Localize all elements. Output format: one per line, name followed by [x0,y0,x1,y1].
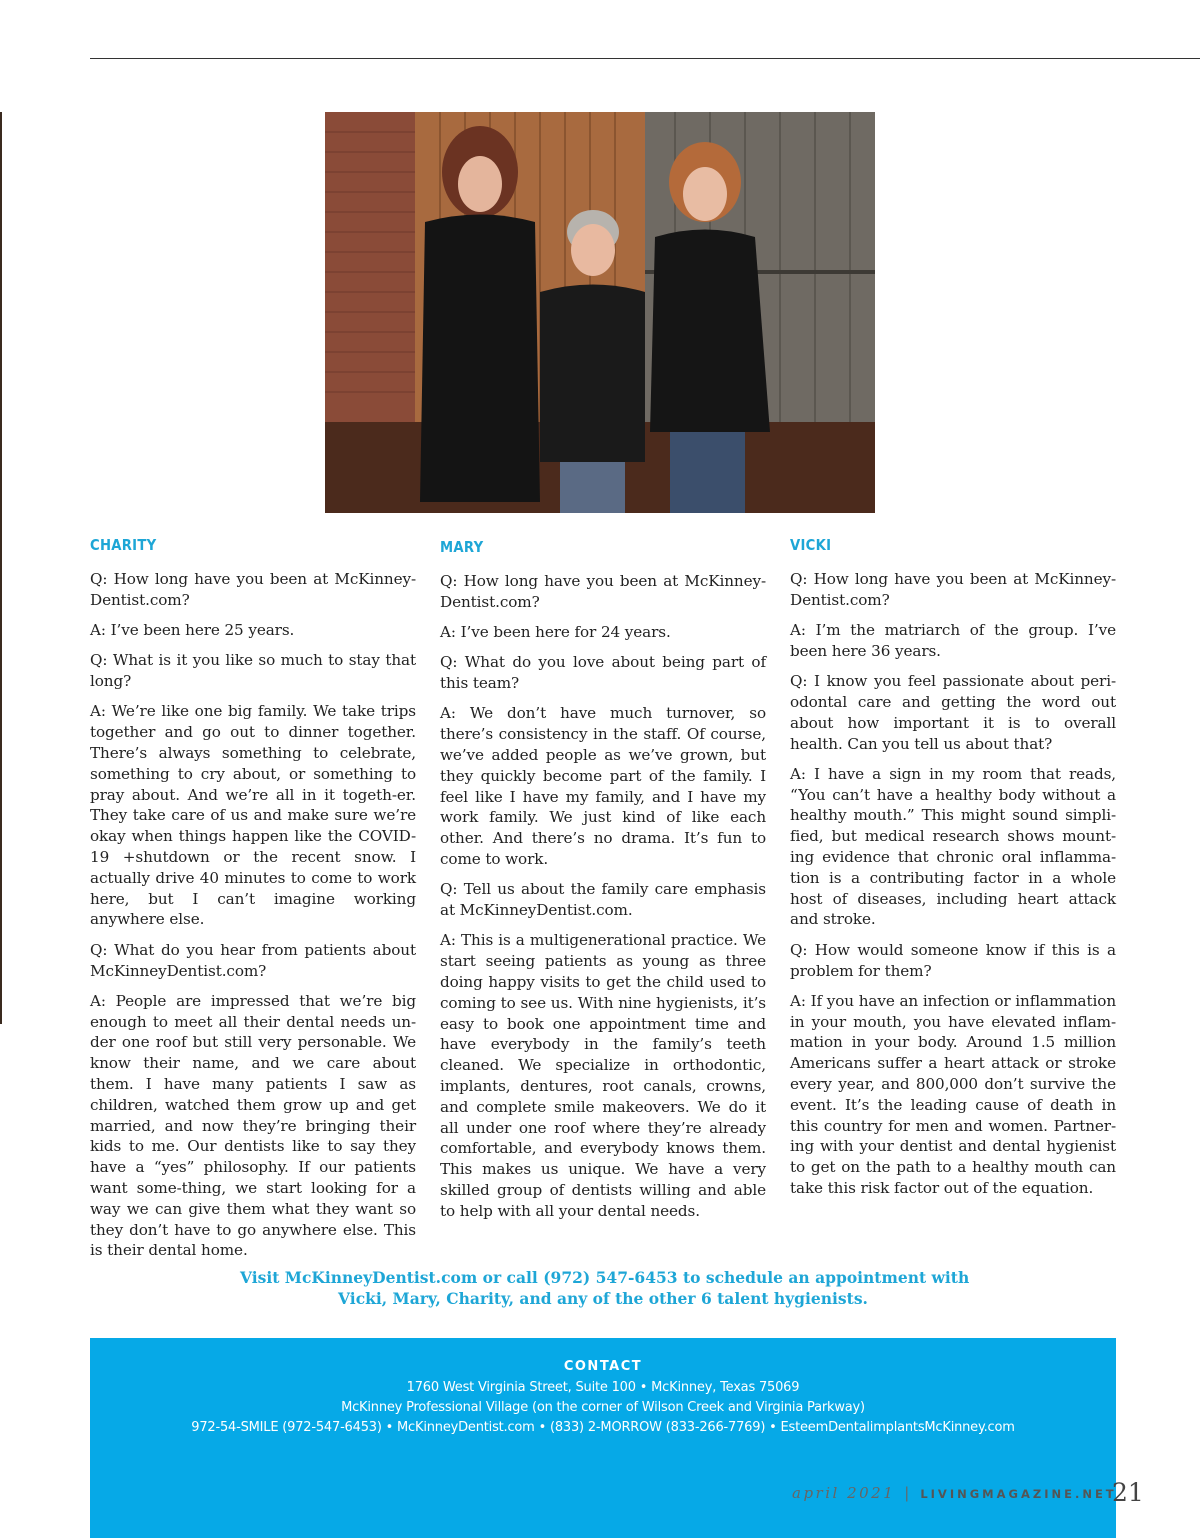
page-number: 21 [1112,1478,1144,1507]
issue-date: april 2021 [792,1484,896,1502]
interview-paragraph: A: I’m the matriarch of the group. I’ve been here 36 years. [790,621,1116,660]
interview-paragraph: Q: I know you feel passionate about peri-odontal care and getting the word out about how important it is to overall health. Can you tell us about that? [790,672,1116,753]
page-footer [792,1484,1117,1502]
interview-paragraph: A: This is a multigenerational practice. We start seeing patients as young as three doing happy visits to get the child used to coming to see us. With nine hygienists, it’s easy to book one appointment time and have everybody in the family’s teeth cleaned. We specialize in orthodontic, implants, dentures, root canals, crowns, and complete smile makeovers. We do it all under one roof where they’re already comfortable, and everybody knows them. This makes us unique. We have a very skilled group of dentists willing and able to help with all your dental needs. [440,931,766,1220]
page-edge-rule [0,112,2,1024]
interview-paragraph: Q: How would someone know if this is a problem for them? [790,940,1116,980]
cta-line-2: Vicki, Mary, Charity, and any of the other 6 talent hygienists. [338,1289,868,1308]
interview-paragraph: A: I’ve been here 25 years. [90,621,295,640]
interview-paragraph: Q: How long have you been at McKinney-Dentist.com? [90,570,416,609]
top-rule [90,58,1200,59]
column-charity [90,535,416,1271]
staff-name: VICKI [790,536,832,554]
interview-paragraph: Q: Tell us about the family care emphasis at McKinneyDentist.com. [440,880,766,920]
column-mary [440,537,766,1231]
interview-paragraph: Q: What do you hear from patients about McKinneyDentist.com? [90,940,416,980]
footer-separator: | [904,1484,912,1502]
interview-paragraph: A: I’ve been here for 24 years. [440,623,671,642]
contact-box [90,1338,1116,1538]
contact-address: 1760 West Virginia Street, Suite 100 • McKinney, Texas 75069 [406,1380,800,1395]
interview-paragraph: Q: What is it you like so much to stay that long? [90,651,416,691]
cta-line-1: Visit McKinneyDentist.com or call (972) 547-6453 to schedule an appointment with [240,1268,970,1287]
interview-paragraph: Q: What do you love about being part of this team? [440,653,766,693]
call-to-action [240,1267,970,1309]
interview-paragraph: A: I have a sign in my room that reads, “You can’t have a healthy body without a healthy mouth.” This might sound simpli-fied, but medical research shows mount-ing evidence that chronic oral inflamma-tion is a contributing factor in a whole host of diseases, including heart attack and stroke. [790,764,1116,929]
interview-paragraph: A: We’re like one big family. We take trips together and go out to dinner together. There’s always something to celebrate, something to cry about, or something to pray about. And we’re all in it togeth-er. They take care of us and make sure we’re okay when things happen like the COVID-19 +shutdown or the recent snow. I actually drive 40 minutes to come to work here, but I can’t imagine working anywhere else. [90,702,416,929]
interview-paragraph: A: People are impressed that we’re big enough to meet all their dental needs un-der one roof but still very personable. We know their name, and we care about them. I have many patients I saw as children, watched them grow up and get married, and now they’re bringing their kids to me. Our dentists like to say they have a “yes” philosophy. If our patients want some-thing, we start looking for a way we can give them what they want so they don’t have to go anywhere else. This is their dental home. [90,991,416,1260]
contact-location: McKinney Professional Village (on the corner of Wilson Creek and Virginia Parkway) [341,1400,865,1415]
contact-label: CONTACT [563,1359,643,1374]
interview-paragraph: Q: How long have you been at McKinney-Dentist.com? [440,572,766,611]
interview-paragraph: Q: How long have you been at McKinney-Dentist.com? [790,570,1116,609]
staff-name: MARY [440,538,484,556]
interview-paragraph: A: If you have an infection or inflammation in your mouth, you have elevated inflam-mation in your body. Around 1.5 million Americans suffer a heart attack or stroke every year, and 800,000 don’t survive the event. It’s the leading cause of death in this country for men and women. Partner-ing with your dentist and dental hygienist to get on the path to a healthy mouth can take this risk factor out of the equation. [790,991,1116,1198]
contact-phones-websites: 972-54-SMILE (972-547-6453) • McKinneyDentist.com • (833) 2-MORROW (833-266-7769) • EsteemDentalimplantsMcKinney.com [191,1420,1015,1435]
interview-paragraph: A: We don’t have much turnover, so there’s consistency in the staff. Of course, we’ve added people as we’ve grown, but they quickly become part of the family. I feel like I have my family, and I have my work family. We just kind of like each other. And there’s no drama. It’s fun to come to work. [440,704,766,869]
magazine-site: LIVINGMAGAZINE.NET [920,1487,1117,1501]
column-vicki [790,535,1116,1208]
staff-name: CHARITY [90,536,157,554]
group-portrait-photo [325,112,875,513]
